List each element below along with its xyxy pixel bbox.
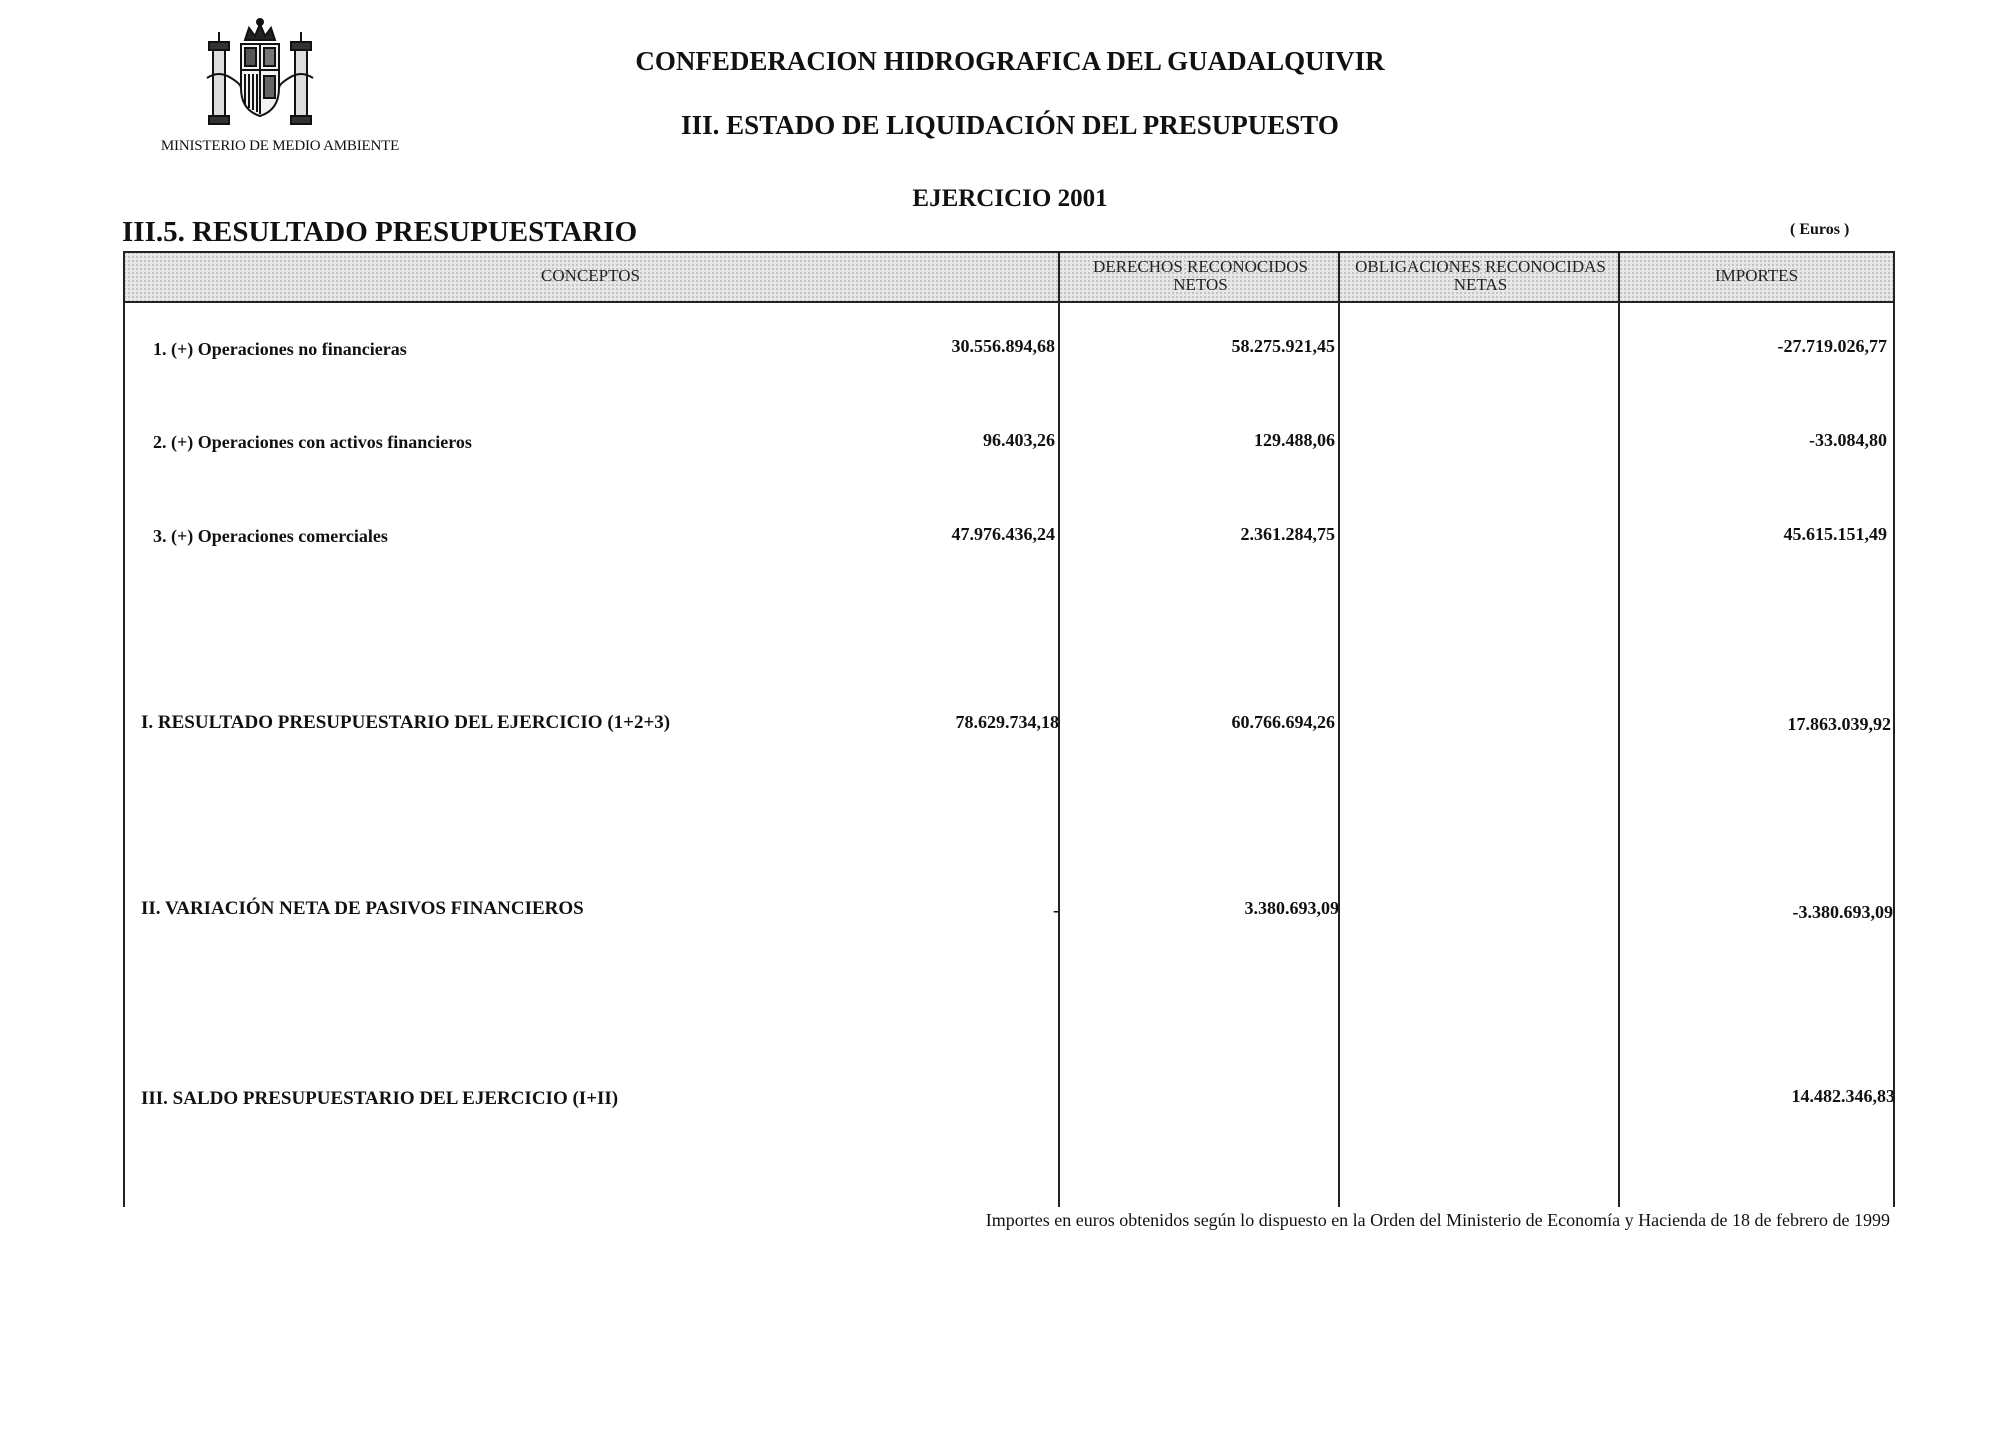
row-concept: III. SALDO PRESUPUESTARIO DEL EJERCICIO (I+II) xyxy=(141,1088,619,1109)
budget-result-table xyxy=(123,251,1895,1207)
subsection-title: III.5. RESULTADO PRESUPUESTARIO xyxy=(122,216,638,248)
row-obligaciones: 2.361.284,75 xyxy=(1240,524,1335,544)
ministry-name: MINISTERIO DE MEDIO AMBIENTE xyxy=(160,138,400,154)
column-divider xyxy=(1618,251,1620,1207)
table-left-border xyxy=(123,251,125,1207)
organization-title: CONFEDERACION HIDROGRAFICA DEL GUADALQUIVIR xyxy=(635,46,1385,76)
row-obligaciones: 60.766.694,26 xyxy=(1231,712,1335,732)
row-obligaciones: 58.275.921,45 xyxy=(1231,336,1335,356)
row-importes: -33.084,80 xyxy=(1809,430,1887,450)
currency-note: ( Euros ) xyxy=(1790,221,1850,238)
row-concept: I. RESULTADO PRESUPUESTARIO DEL EJERCICIO (1+2+3) xyxy=(141,712,671,733)
table-right-border xyxy=(1893,251,1895,1207)
footnote: Importes en euros obtenidos según lo dispuesto en la Orden del Ministerio de Economía y Hacienda de 18 de febrero de 1999 xyxy=(985,1210,1890,1230)
column-divider xyxy=(1338,251,1340,1207)
row-derechos: 96.403,26 xyxy=(983,430,1055,450)
row-importes: -27.719.026,77 xyxy=(1777,336,1887,356)
row-importes: 14.482.346,83 xyxy=(1791,1086,1895,1106)
header-importes: IMPORTES xyxy=(1714,266,1799,285)
row-importes: 45.615.151,49 xyxy=(1783,524,1887,544)
row-derechos: - xyxy=(1053,900,1059,920)
header-derechos: DERECHOS RECONOCIDOS NETOS xyxy=(1093,257,1308,294)
header-obligaciones: OBLIGACIONES RECONOCIDAS NETAS xyxy=(1355,257,1606,294)
header-conceptos: CONCEPTOS xyxy=(541,266,640,285)
coat-of-arms-icon xyxy=(205,18,315,130)
row-importes: -3.380.693,09 xyxy=(1792,902,1893,922)
row-importes: 17.863.039,92 xyxy=(1787,714,1891,734)
row-concept: II. VARIACIÓN NETA DE PASIVOS FINANCIEROS xyxy=(141,898,584,919)
row-obligaciones: 129.488,06 xyxy=(1254,430,1335,450)
table-header-border xyxy=(123,301,1895,303)
row-concept: 3. (+) Operaciones comerciales xyxy=(153,526,388,546)
row-derechos: 78.629.734,18 xyxy=(955,712,1059,732)
row-concept: 2. (+) Operaciones con activos financieros xyxy=(153,432,472,452)
row-concept: 1. (+) Operaciones no financieras xyxy=(153,339,407,359)
fiscal-year: EJERCICIO 2001 xyxy=(912,185,1108,212)
section-title: III. ESTADO DE LIQUIDACIÓN DEL PRESUPUESTO xyxy=(681,110,1339,140)
row-obligaciones: 3.380.693,09 xyxy=(1244,898,1339,918)
row-derechos: 47.976.436,24 xyxy=(951,524,1055,544)
row-derechos: 30.556.894,68 xyxy=(951,336,1055,356)
